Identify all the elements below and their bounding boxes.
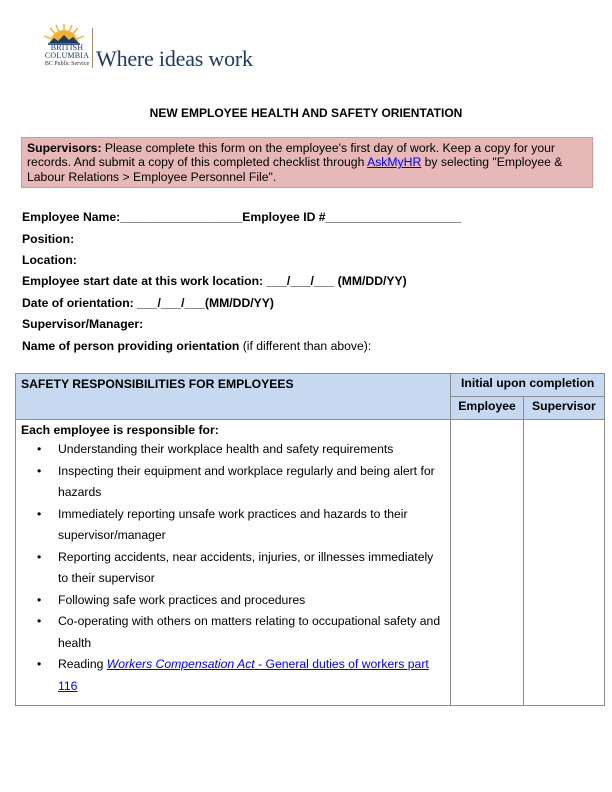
start-date-field[interactable]: ___/___/___ — [266, 274, 335, 288]
list-item — [21, 461, 445, 504]
bullet-icon: • — [37, 592, 42, 607]
employee-id-label: Employee ID # — [242, 210, 326, 224]
notice-text: Please complete this form on the employee's first day of work. Keep a copy for your records. And submit a copy of this completed checklist through — [27, 141, 555, 170]
initial-upon-completion-header: Initial upon completion — [451, 374, 605, 397]
employee-initial-cell[interactable] — [451, 420, 523, 706]
orientation-date-label: Date of orientation: — [22, 296, 138, 310]
start-date-row — [22, 274, 407, 288]
logo-line-2: COLUMBIA — [44, 51, 90, 60]
logo-wordmark — [42, 44, 92, 68]
reading-prefix: Reading — [58, 657, 107, 671]
bullet-icon: • — [37, 442, 42, 456]
list-item — [21, 547, 445, 590]
responsibility-list — [21, 439, 445, 697]
act-title: Workers Compensation Act — [106, 657, 255, 671]
table-row — [16, 420, 605, 706]
supervisor-field[interactable] — [22, 317, 143, 331]
location-field[interactable] — [22, 253, 77, 267]
act-section: - General duties of workers part 116 — [58, 657, 429, 693]
section-heading: Each employee is responsible for: — [21, 423, 219, 437]
list-item-text: Inspecting their equipment and workplace regularly and being alert for hazards — [58, 463, 435, 499]
list-item — [21, 504, 445, 547]
list-item-text: Reporting accidents, near accidents, injuries, or illnesses immediately to their supervisor — [58, 549, 434, 585]
employee-name-label: Employee Name: — [22, 210, 121, 224]
list-item — [21, 611, 445, 654]
bullet-icon: • — [37, 657, 42, 671]
employee-column-header: Employee — [451, 397, 523, 420]
safety-responsibilities-table — [15, 373, 605, 706]
notice-text-end: by selecting "Employee & Labour Relations > Employee Personnel File". — [27, 155, 563, 184]
location-label: Location: — [22, 253, 77, 267]
supervisor-notice — [21, 137, 593, 188]
responsibilities-cell — [16, 420, 451, 706]
employee-id-field[interactable]: ____________________ — [325, 210, 462, 224]
employee-name-row — [22, 210, 461, 224]
bullet-icon: • — [37, 614, 42, 628]
logo-tagline: Where ideas work — [96, 46, 253, 71]
list-item-text: Understanding their workplace health and safety requirements — [58, 442, 394, 456]
employee-name-field[interactable]: __________________ — [120, 210, 243, 224]
list-item-text: Co-operating with others on matters relating to occupational safety and health — [58, 614, 441, 650]
position-label: Position: — [22, 232, 75, 246]
notice-lead: Supervisors: — [27, 141, 102, 155]
list-item — [21, 654, 445, 697]
start-date-label: Employee start date at this work location: — [22, 274, 267, 288]
supervisor-initial-cell[interactable] — [523, 420, 604, 706]
position-field[interactable] — [22, 232, 74, 246]
orientation-provider-field[interactable] — [22, 339, 371, 353]
askmyhr-link[interactable]: AskMyHR — [367, 155, 422, 170]
logo-line-3: BC Public Service — [44, 61, 90, 67]
logo-divider — [92, 28, 93, 68]
list-item-text: Immediately reporting unsafe work practices and hazards to their supervisor/manager — [58, 506, 408, 542]
bullet-icon: • — [37, 506, 42, 521]
bullet-icon: • — [37, 463, 42, 478]
logo-line-1: BRITISH — [50, 43, 84, 52]
list-item-text: Following safe work practices and procedures — [58, 592, 306, 607]
document-title: NEW EMPLOYEE HEALTH AND SAFETY ORIENTATION — [149, 106, 463, 120]
supervisor-column-header: Supervisor — [523, 397, 604, 420]
list-item — [21, 590, 445, 612]
table-title: SAFETY RESPONSIBILITIES FOR EMPLOYEES — [16, 374, 451, 420]
orientation-date-format: (MM/DD/YY) — [204, 296, 274, 310]
orientation-date-field[interactable]: ___/___/___ — [137, 296, 205, 310]
orientation-date-row — [22, 296, 274, 310]
supervisor-label: Supervisor/Manager: — [22, 317, 144, 331]
list-item — [21, 439, 445, 461]
provider-label: Name of person providing orientation — [22, 339, 240, 353]
bullet-icon: • — [37, 549, 42, 564]
workers-compensation-act-link[interactable] — [58, 657, 429, 693]
bc-public-service-logo — [38, 22, 253, 74]
provider-note: (if different than above): — [239, 339, 372, 353]
start-date-format: (MM/DD/YY) — [334, 274, 407, 288]
